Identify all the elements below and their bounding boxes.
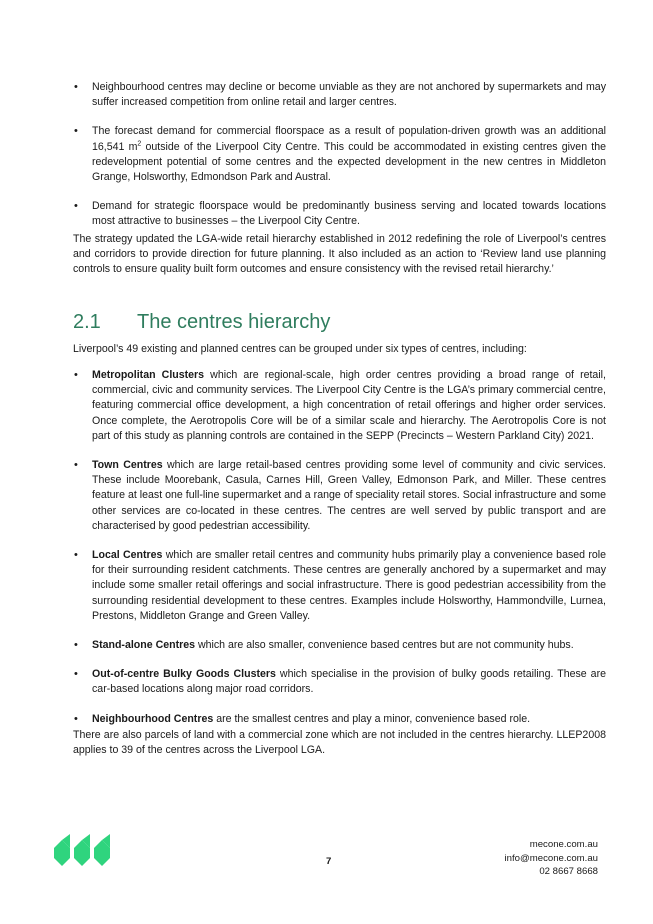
- section-heading: [73, 311, 330, 337]
- centres-list: [92, 368, 606, 727]
- list-item: [92, 638, 606, 653]
- centre-name: Local Centres: [92, 549, 163, 562]
- mecone-logo-icon: [52, 834, 112, 871]
- website-link[interactable]: mecone.com.au: [529, 839, 598, 850]
- centre-name: Metropolitan Clusters: [92, 369, 205, 381]
- top-bullet-list: [92, 80, 606, 230]
- bullet-text: The forecast demand for commercial floorspace as a result of population-driven growth was an additional 16,541 m: [92, 125, 606, 153]
- list-item: [92, 712, 606, 727]
- centre-name: Stand-alone Centres: [92, 639, 196, 652]
- centre-name: Out-of-centre Bulky Goods Clusters: [92, 668, 276, 681]
- centre-description: which are smaller retail centres and community hubs primarily play a convenience based role for their surrounding resident catchments. These centres are generally anchored by a supermarket and may include some smaller retail offerings and social infrastructure. There is good pedestrian accessibility from the surrounding residential development to these centres. Examples include Holsworthy, Hammondville, Lurnea, Prestons, Middleton Grange and Green Valley.: [92, 549, 607, 622]
- page-number: 7: [326, 856, 332, 867]
- centre-description: are the smallest centres and play a minor, convenience based role.: [213, 712, 531, 725]
- list-item: [92, 124, 606, 185]
- centre-description: which specialise in the provision of bulky goods retailing. These are car-based locations along major road corridors.: [92, 668, 606, 696]
- logo-graphic: [52, 834, 112, 866]
- list-item: • Demand for strategic floorspace would be predominantly business serving and located towards locations most attractive to businesses – the Liverpool City Centre.: [92, 199, 606, 229]
- list-item: [92, 667, 606, 697]
- section-title: The centres hierarchy: [137, 311, 331, 333]
- list-item: • Neighbourhood centres may decline or become unviable as they are not anchored by supermarkets and may suffer increased competition from online retail and larger centres.: [92, 80, 606, 110]
- section-number: 2.1: [73, 311, 101, 333]
- section-intro: Liverpool’s 49 existing and planned centres can be grouped under six types of centres, including:: [73, 343, 527, 355]
- bullet-text: outside of the Liverpool City Centre. This could be accommodated in existing centres given the redevelopment potential of some centres and the expected development in the new centres in Middleton Grange, Holsworthy, Edmondson Park and Austral.: [92, 140, 606, 184]
- centre-name: Town Centres: [92, 459, 163, 472]
- list-item: [92, 548, 606, 624]
- contact-block: [505, 838, 598, 879]
- centre-description: which are also smaller, convenience based centres but are not community hubs.: [195, 639, 574, 652]
- list-item: [92, 368, 606, 444]
- email-link[interactable]: info@mecone.com.au: [504, 852, 598, 864]
- centre-description: which are large retail-based centres providing some level of community and civic services. These include Moorebank, Casula, Carnes Hill, Green Valley, Edmonson Park, and Miller. These centres feature at least one full-line supermarket and a range of speciality retail stores. Social infrastructure and some other services are co-located in these centres. The centres are well served by public transport and are characterised by good pedestrian accessibility.: [92, 459, 606, 532]
- closing-paragraph: There are also parcels of land with a commercial zone which are not included in the centres hierarchy. LLEP2008 applies to 39 of the centres across the Liverpool LGA.: [73, 729, 606, 757]
- centre-name: Neighbourhood Centres: [92, 712, 214, 725]
- centre-description: which are regional-scale, high order centres providing a broad range of retail, commercial, civic and community services. The Liverpool City Centre is the LGA’s primary commercial centre, featuring commercial office development, a high concentration of retail offerings and higher order services. Once complete, the Aerotropolis Core will be of a similar scale and hierarchy. The Aerotropolis Core is not part of this study as planning controls are contained in the SEPP (Precincts – Western Parkland City) 2021.: [92, 369, 606, 442]
- strategy-paragraph: The strategy updated the LGA-wide retail hierarchy established in 2012 redefining the role of Liverpool’s centres and corridors to provide direction for future planning. It also included as an action to ‘Review land use planning controls to ensure quality built form outcomes and ensure consistency with the revised retail hierarchy.’: [73, 233, 606, 276]
- list-item: [92, 458, 606, 534]
- superscript: 2: [137, 140, 142, 148]
- phone-number: 02 8667 8668: [539, 866, 598, 878]
